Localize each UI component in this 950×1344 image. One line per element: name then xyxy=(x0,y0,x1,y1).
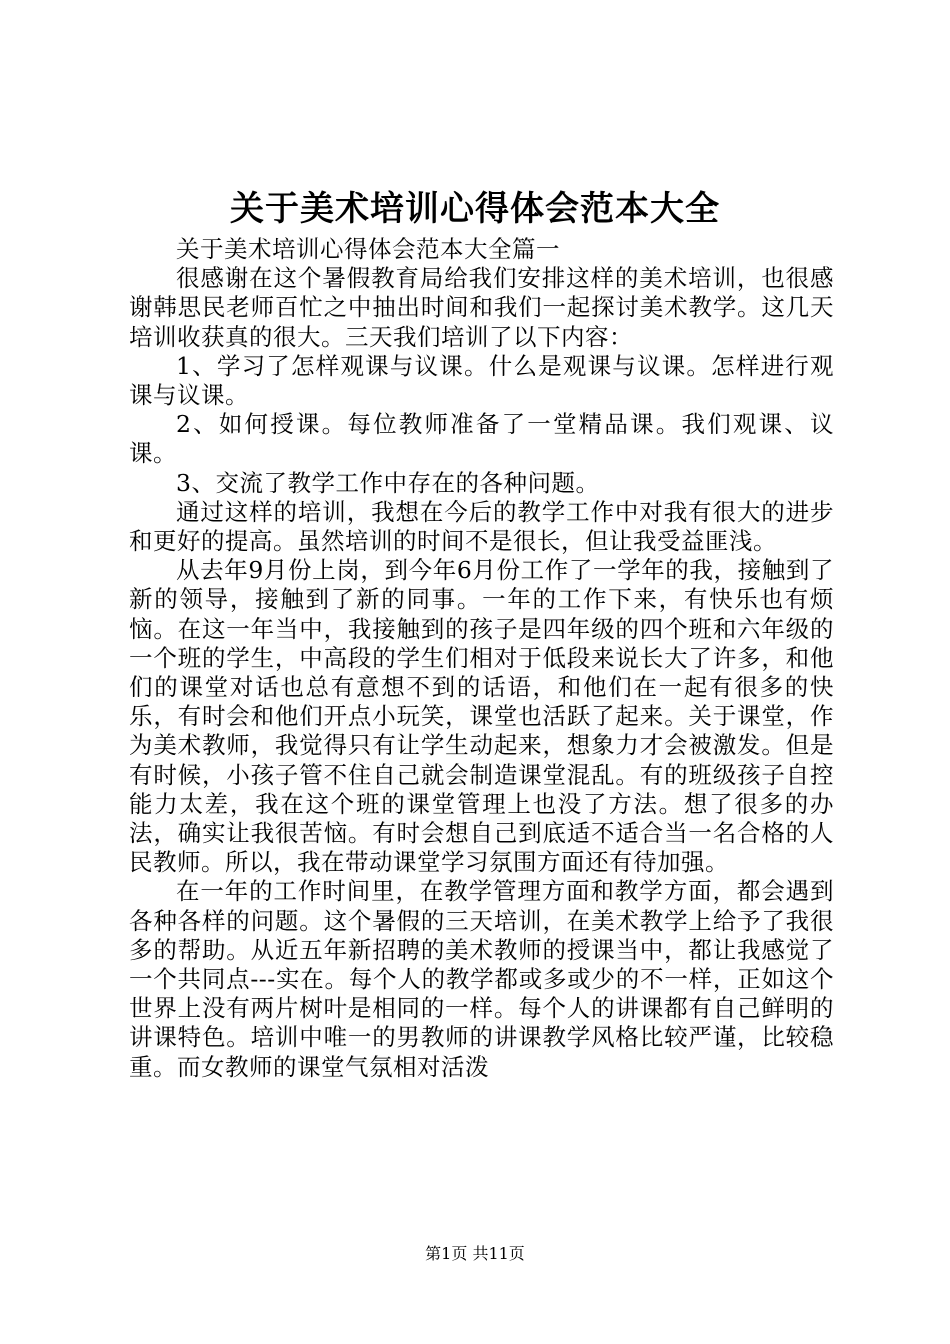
paragraph-list-item: 2、如何授课。每位教师准备了一堂精品课。我们观课、议课。 xyxy=(129,410,834,468)
paragraph-list-item: 1、学习了怎样观课与议课。什么是观课与议课。怎样进行观课与议课。 xyxy=(129,351,834,410)
paragraph: 在一年的工作时间里，在教学管理方面和教学方面，都会遇到各种各样的问题。这个暑假的三天培训，在美术教学上给予了我很多的帮助。从近五年新招聘的美术教师的授课当中，都让我感觉了一个共同点---实在。每个人的教学都或多或少的不一样，正如这个世界上没有两片树叶是相同的一样。每个人的讲课都有自己鲜明的讲课特色。培训中唯一的男教师的讲课教学风格比较严谨，比较稳重。而女教师的课堂气氛相对活泼 xyxy=(129,877,834,1081)
page-indicator: 第1页 共11页 xyxy=(425,1244,525,1263)
page-footer xyxy=(0,1243,950,1265)
paragraph: 从去年9月份上岗，到今年6月份工作了一学年的我，接触到了新的领导，接触到了新的同事。一年的工作下来，有快乐也有烦恼。在这一年当中，我接触到的孩子是四年级的四个班和六年级的一个班的学生，中高段的学生们相对于低段来说长大了许多，和他们的课堂对话也总有意想不到的话语，和他们在一起有很多的快乐，有时会和他们开点小玩笑，课堂也活跃了起来。关于课堂，作为美术教师，我觉得只有让学生动起来，想象力才会被激发。但是有时候，小孩子管不住自己就会制造课堂混乱。有的班级孩子自控能力太差，我在这个班的课堂管理上也没了方法。想了很多的办法，确实让我很苦恼。有时会想自己到底适不适合当一名合格的人民教师。所以，我在带动课堂学习氛围方面还有待加强。 xyxy=(129,556,834,877)
paragraph: 通过这样的培训，我想在今后的教学工作中对我有很大的进步和更好的提高。虽然培训的时间不是很长，但让我受益匪浅。 xyxy=(129,497,834,556)
document-body xyxy=(129,235,834,1082)
paragraph: 很感谢在这个暑假教育局给我们安排这样的美术培训，也很感谢韩思民老师百忙之中抽出时间和我们一起探讨美术教学。这几天培训收获真的很大。三天我们培训了以下内容： xyxy=(129,264,834,351)
paragraph-list-item: 3、交流了教学工作中存在的各种问题。 xyxy=(176,468,600,497)
document-title: 关于美术培训心得体会范本大全 xyxy=(230,189,720,229)
paragraph-heading: 关于美术培训心得体会范本大全篇一 xyxy=(176,235,560,263)
